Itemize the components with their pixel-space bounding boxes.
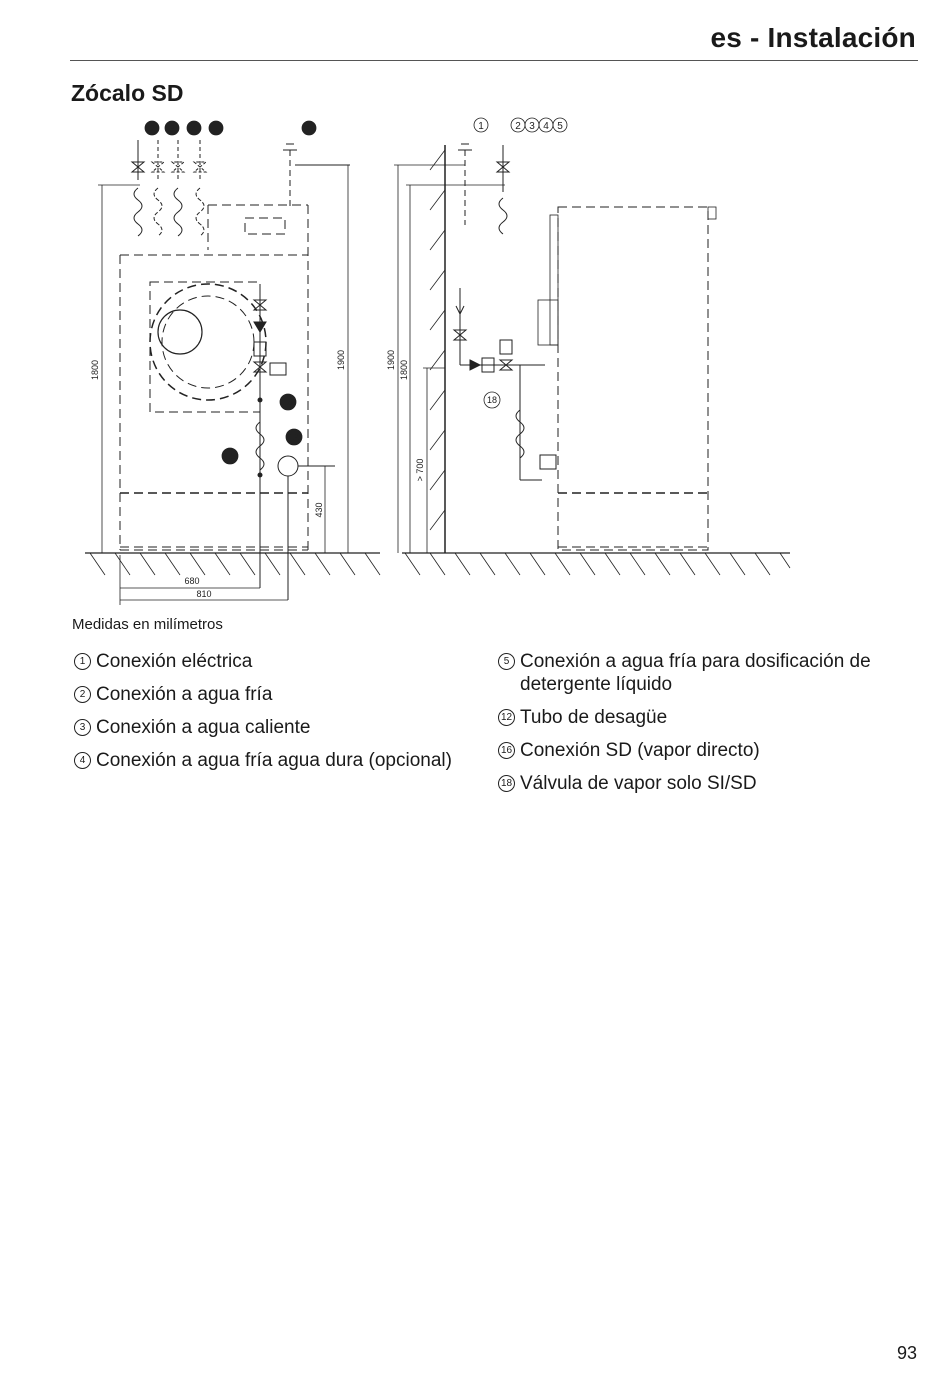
legend-number: 12 [498,709,515,726]
legend-item [74,716,494,739]
legend-item [74,749,494,772]
legend-number: 2 [74,686,91,703]
measurement-caption: Medidas en milímetros [72,616,223,633]
front-view [85,121,380,605]
legend-number: 18 [498,775,515,792]
legend-right [498,650,918,805]
front-dim-430: 430 [314,502,324,518]
side-dim-1800: 1800 [399,359,409,381]
side-callout-3: 3 [529,121,535,132]
side-view [386,118,790,575]
legend-item [498,739,918,762]
legend-text: Tubo de desagüe [520,707,668,728]
front-callout-5: 5 [213,124,219,135]
legend-number: 4 [74,752,91,769]
front-callout-2: 2 [149,124,155,135]
front-callout-16: 16 [224,451,236,461]
front-dim-810: 810 [196,589,212,599]
legend-text: Conexión a agua caliente [96,717,311,738]
side-dim-1900: 1900 [386,349,396,371]
legend-text: Conexión SD (vapor directo) [520,740,760,761]
legend-item [74,683,494,706]
installation-drawing [80,110,800,610]
side-callout-18: 18 [486,395,498,405]
legend-item [498,706,918,729]
front-callout-3: 3 [169,124,175,135]
legend-text: Conexión a agua fría [96,684,273,705]
legend-number: 1 [74,653,91,670]
legend-left [74,650,494,782]
front-dim-1900: 1900 [336,349,346,371]
side-callout-2: 2 [515,121,521,132]
front-callout-12: 12 [288,432,300,442]
legend-number: 5 [498,653,515,670]
legend-text: Conexión a agua fría agua dura (opcional) [96,750,452,771]
legend-text: Válvula de vapor solo SI/SD [520,773,757,794]
front-callout-1: 1 [306,124,312,135]
legend-item [498,650,918,696]
header-rule [70,60,918,61]
page-number: 93 [896,1343,917,1363]
legend-item [498,772,918,795]
legend-text: Conexión a agua fría para dosificación de detergente líquido [520,651,871,695]
side-dim-700: > 700 [415,458,425,482]
front-dim-680: 680 [184,576,200,586]
legend-number: 3 [74,719,91,736]
legend-item [74,650,494,673]
front-callout-4: 4 [191,124,197,135]
side-callout-5: 5 [557,121,563,132]
front-dim-1800: 1800 [90,359,100,381]
legend-number: 16 [498,742,515,759]
side-callout-4: 4 [543,121,549,132]
legend-text: Conexión eléctrica [96,651,253,672]
header-title: es - Instalación [710,22,916,53]
section-title: Zócalo SD [71,80,184,106]
front-callout-18: 18 [282,397,294,407]
side-callout-1: 1 [478,121,484,132]
